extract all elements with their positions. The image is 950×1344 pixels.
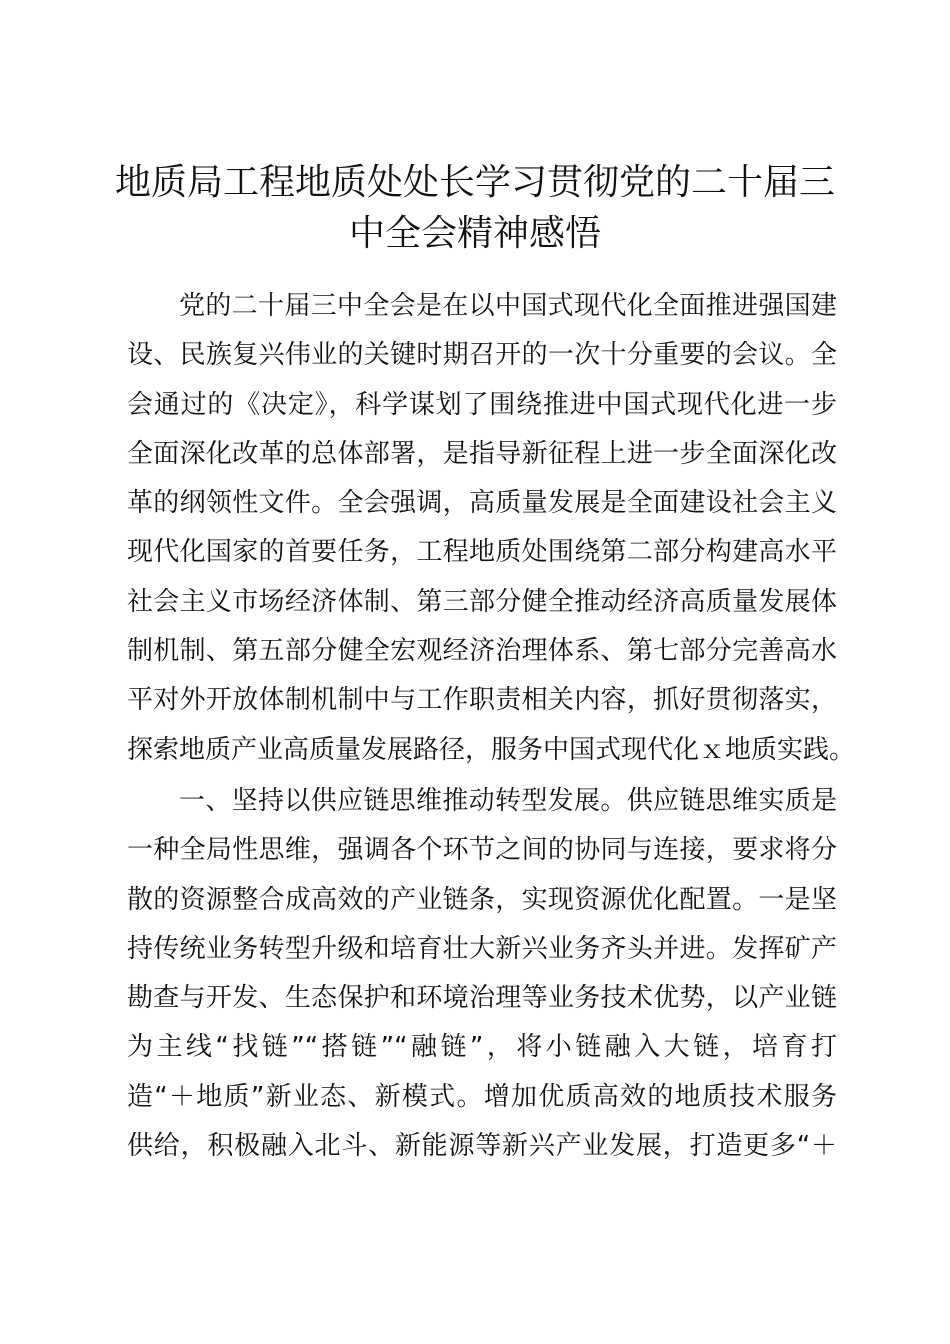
paragraph-2 — [127, 777, 837, 1171]
document-title-line-2: 中全会精神感悟 — [348, 213, 601, 254]
paragraph-2-line: 造“＋地质”新业态、新模式。增加优质高效的地质技术服务 — [127, 1081, 837, 1112]
paragraph-2-line: 持传统业务转型升级和培育壮大新兴业务齐头并进。发挥矿产 — [127, 933, 837, 964]
paragraph-2-line: 勘查与开发、生态保护和环境治理等业务技术优势，以产业链 — [127, 983, 837, 1014]
paragraph-2-line: 一、坚持以供应链思维推动转型发展。供应链思维实质是 — [179, 786, 837, 816]
paragraph-1-line: 探索地质产业高质量发展路径，服务中国式现代化ｘ地质实践。 — [127, 734, 856, 765]
paragraph-1-line: 设、民族复兴伟业的关键时期召开的一次十分重要的会议。全 — [127, 340, 837, 371]
paragraph-1-line: 党的二十届三中全会是在以中国式现代化全面推进强国建 — [179, 291, 837, 321]
paragraph-1-line: 会通过的《决定》，科学谋划了围绕推进中国式现代化进一步 — [127, 389, 837, 420]
paragraph-2-line: 散的资源整合成高效的产业链条，实现资源优化配置。一是坚 — [127, 884, 837, 915]
paragraph-1-line: 革的纲领性文件。全会强调，高质量发展是全面建设社会主义 — [127, 488, 837, 519]
paragraph-2-line: 为主线“找链”“搭链”“融链”，将小链融入大链，培育打 — [127, 1032, 837, 1063]
paragraph-1-line: 全面深化改革的总体部署，是指导新征程上进一步全面深化改 — [127, 438, 837, 469]
paragraph-2-line: 一种全局性思维，强调各个环节之间的协同与连接，要求将分 — [127, 835, 837, 866]
paragraph-1 — [127, 282, 856, 775]
paragraph-1-line: 社会主义市场经济体制、第三部分健全推动经济高质量发展体 — [127, 586, 837, 617]
paragraph-1-line: 平对外开放体制机制中与工作职责相关内容，抓好贯彻落实， — [127, 685, 837, 716]
paragraph-1-line: 制机制、第五部分健全宏观经济治理体系、第七部分完善高水 — [127, 636, 837, 667]
paragraph-1-line: 现代化国家的首要任务，工程地质处围绕第二部分构建高水平 — [127, 537, 837, 568]
document-title-line-1: 地质局工程地质处处长学习贯彻党的二十届三 — [114, 162, 835, 203]
paragraph-2-line: 供给，积极融入北斗、新能源等新兴产业发展，打造更多“＋ — [127, 1131, 837, 1162]
